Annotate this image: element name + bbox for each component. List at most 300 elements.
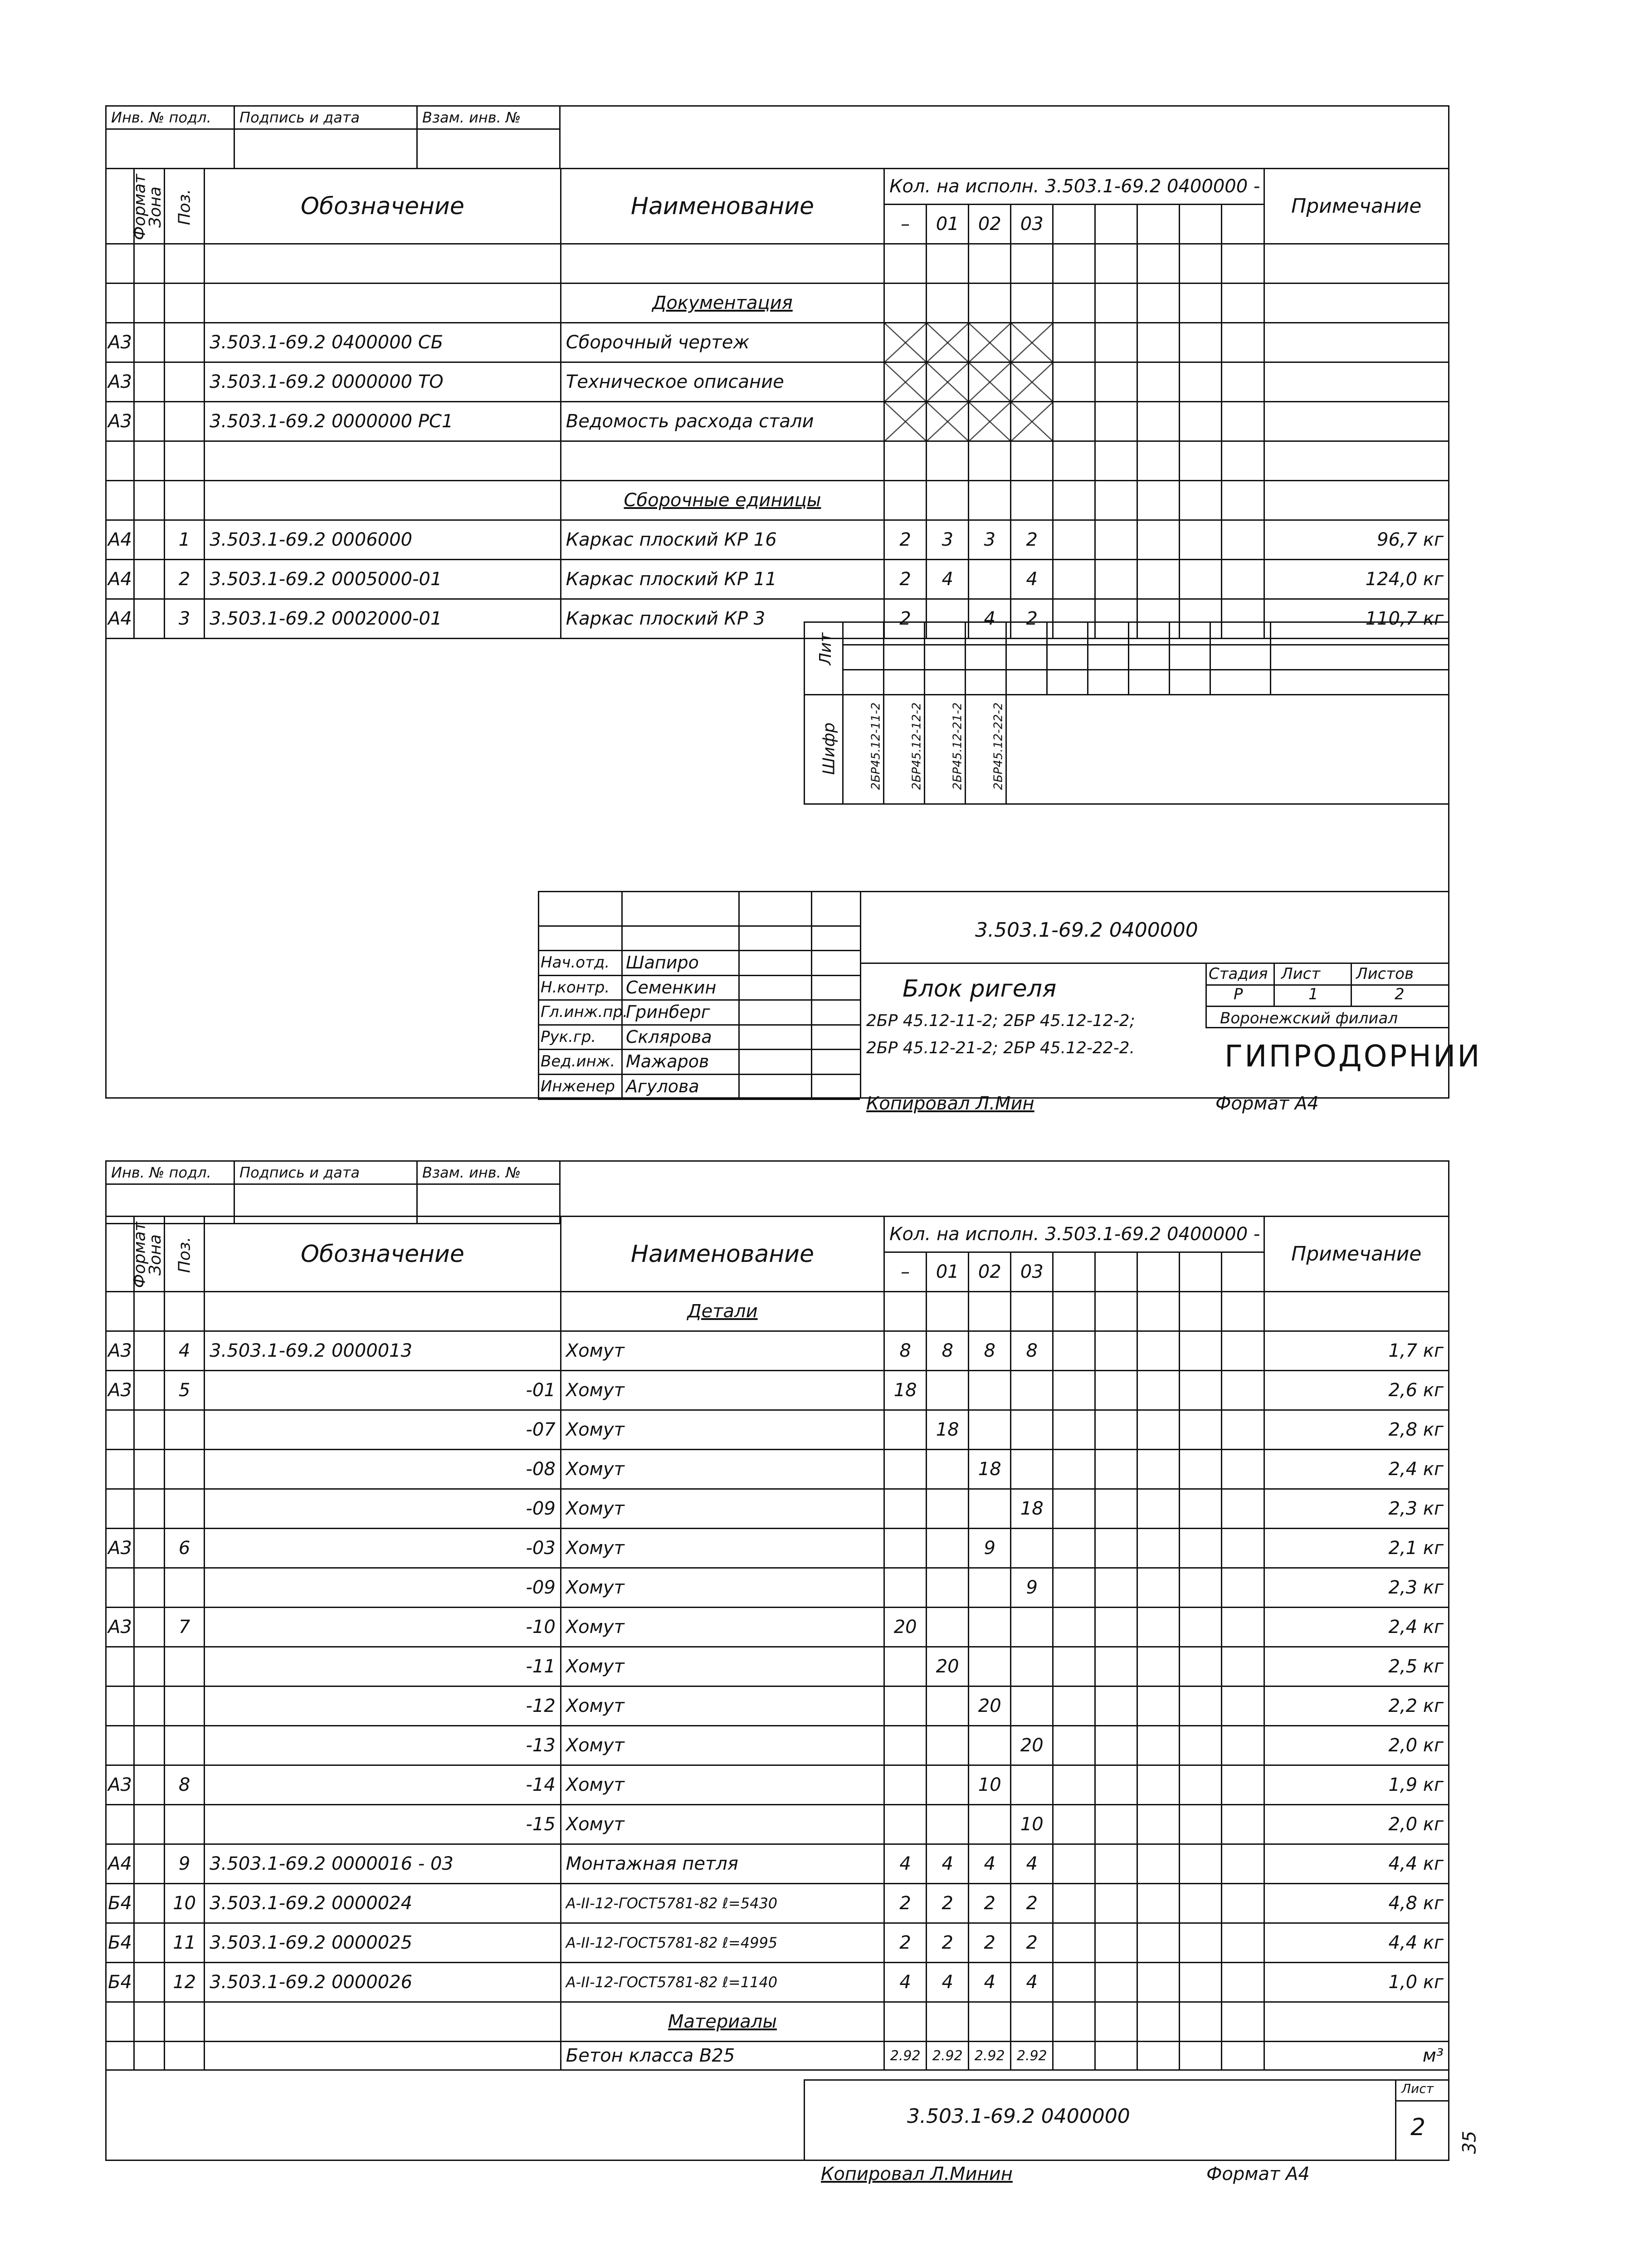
cell-pos: 7 [165,1608,205,1647]
table-row [106,1686,1449,1726]
cell-empty [1053,1726,1095,1765]
cell-designation: 3.503.1-69.2 0000016 - 03 [205,1844,561,1884]
cell-qty: 3 [969,520,1011,560]
cell-empty [1180,1410,1222,1450]
cell-empty [1053,362,1095,402]
cell-empty [1053,1371,1095,1410]
cell-empty [1180,402,1222,441]
cell-format: А3 [106,1608,134,1647]
cell-empty [1053,1529,1095,1568]
section-materials: Материалы [561,2002,884,2042]
table-row [106,402,1449,441]
cell-qty [927,1529,969,1568]
table-row [106,1963,1449,2002]
cell-designation: 3.503.1-69.2 0000024 [205,1884,561,1923]
table-row [106,1805,1449,1844]
cell-format: А3 [106,323,134,362]
cell-empty [1095,1410,1137,1450]
col-format-header: Формат [106,169,134,244]
cell-pos: 5 [165,1371,205,1410]
col-pos-header: Поз. [165,1217,205,1292]
shifr-code: 2БР45.12-21-2 [951,702,965,790]
cell-empty [1095,1805,1137,1844]
cell-note: 4,4 кг [1264,1923,1449,1963]
cell-empty [1095,1529,1137,1568]
cell-note: 2,6 кг [1264,1371,1449,1410]
cell-name: Хомут [561,1765,884,1805]
cell-empty [1137,1726,1180,1765]
col-qty-header: Кол. на исполн. 3.503.1-69.2 0400000 - [884,169,1264,205]
cell-note [1264,362,1449,402]
cell-qty [969,362,1011,402]
cell-qty [927,1608,969,1647]
cell-format: А3 [106,362,134,402]
cell-empty [1137,1371,1180,1410]
table-row [106,362,1449,402]
cell-qty: 2.92 [884,2042,927,2070]
cell-empty [1053,1489,1095,1529]
person-name: Склярова [626,1026,712,1047]
cell-qty [969,1805,1011,1844]
table-row [106,2042,1449,2070]
cell-empty [1180,1844,1222,1884]
cell-qty [1011,402,1053,441]
cell-qty [927,1805,969,1844]
cell-empty [1053,1568,1095,1608]
cell-zone [134,323,165,362]
cell-name: Каркас плоский КР 16 [561,520,884,560]
cell-empty [1180,520,1222,560]
table-row [106,1923,1449,1963]
cell-empty [1222,1489,1264,1529]
cell-format [106,1410,134,1450]
table-row [106,1568,1449,1608]
cell-designation: -09 [205,1568,561,1608]
item-line-2: 2БР 45.12-21-2; 2БР 45.12-22-2. [866,1039,1135,1057]
col-designation-header: Обозначение [205,1217,561,1292]
cell-qty: 20 [927,1647,969,1686]
cell-zone [134,402,165,441]
cell-qty [927,1489,969,1529]
cell-pos [165,1686,205,1726]
cell-empty [1222,1805,1264,1844]
cell-zone [134,1608,165,1647]
cell-qty: 2 [884,1923,927,1963]
cell-qty: 2 [884,599,927,639]
stamp-sign-label: Подпись и дата [234,1161,417,1184]
cell-empty [1137,1963,1180,2002]
cell-zone [134,520,165,560]
cell-note: 2,8 кг [1264,1410,1449,1450]
cell-empty [1222,402,1264,441]
col-note-header: Примечание [1264,1217,1449,1292]
cell-qty: 4 [927,560,969,599]
role-label: Рук.гр. [541,1027,596,1046]
cell-name: Хомут [561,1410,884,1450]
cell-designation: 3.503.1-69.2 0000025 [205,1923,561,1963]
cell-empty [1053,1686,1095,1726]
person-name: Агулова [626,1076,699,1096]
cell-pos [165,2042,205,2070]
cell-qty [884,402,927,441]
format-note: Формат А4 [1215,1093,1319,1114]
cell-empty [1053,1844,1095,1884]
cell-qty [969,1647,1011,1686]
cell-empty [1180,2042,1222,2070]
cell-empty [1222,1765,1264,1805]
sheet-label: Лист [1401,2081,1434,2096]
cell-name: Монтажная петля [561,1844,884,1884]
stamp-replace-label: Взам. инв. № [417,106,560,129]
cell-empty [1137,1529,1180,1568]
cell-qty: 18 [927,1410,969,1450]
variant-header: 01 [927,205,969,244]
cell-zone [134,1410,165,1450]
person-name: Гринберг [626,1002,710,1022]
cell-qty [1011,1371,1053,1410]
cell-qty [927,1726,969,1765]
cell-qty [884,1805,927,1844]
cell-qty: 18 [884,1371,927,1410]
cell-designation: -12 [205,1686,561,1726]
cell-empty [1222,1923,1264,1963]
cell-zone [134,2042,165,2070]
variant-header: 03 [1011,1252,1053,1292]
shifr-label: Шифр [820,722,839,775]
cell-qty [1011,1686,1053,1726]
cell-pos: 4 [165,1331,205,1371]
col-zone-header: Зона [134,1217,165,1292]
cell-empty [1053,1450,1095,1489]
role-label: Инженер [541,1077,615,1095]
cell-note: 2,3 кг [1264,1568,1449,1608]
cell-empty [1095,1331,1137,1371]
cell-qty [1011,1608,1053,1647]
table-row [106,1371,1449,1410]
cell-qty: 4 [884,1963,927,2002]
cell-qty [884,1686,927,1726]
cell-zone [134,560,165,599]
cell-designation: -13 [205,1726,561,1765]
cell-designation: 3.503.1-69.2 0002000-01 [205,599,561,639]
doc-number: 3.503.1-69.2 0400000 [907,2105,1130,2128]
cell-format [106,1805,134,1844]
cell-note: 1,0 кг [1264,1963,1449,2002]
person-name: Семенкин [626,977,717,997]
format-note: Формат А4 [1206,2164,1310,2185]
cell-format: А4 [106,520,134,560]
cell-empty [1137,1805,1180,1844]
cell-format: А3 [106,1371,134,1410]
cell-format: А4 [106,560,134,599]
variant-header: – [884,1252,927,1292]
cell-qty: 4 [884,1844,927,1884]
cell-empty [1095,560,1137,599]
cell-empty [1180,1805,1222,1844]
cell-name: Хомут [561,1568,884,1608]
cell-empty [1053,323,1095,362]
cell-qty [884,1450,927,1489]
stamp-inv-label: Инв. № подл. [106,106,234,129]
cell-empty [1137,1765,1180,1805]
col-zone-header: Зона [134,169,165,244]
cell-empty [1180,362,1222,402]
sheets-label: Листов [1356,965,1414,983]
cell-empty [1222,560,1264,599]
cell-empty [1222,323,1264,362]
cell-empty [1095,402,1137,441]
role-label: Гл.инж.пр. [541,1003,628,1022]
cell-qty: 4 [1011,1963,1053,2002]
cell-empty [1095,362,1137,402]
role-label: Вед.инж. [541,1052,615,1071]
cell-note: 2,1 кг [1264,1529,1449,1568]
cell-empty [1222,362,1264,402]
cell-qty: 10 [969,1765,1011,1805]
cell-name: Хомут [561,1331,884,1371]
cell-format: Б4 [106,1963,134,2002]
col-format-header: Формат [106,1217,134,1292]
cell-qty [884,1726,927,1765]
col-pos-header: Поз. [165,169,205,244]
cell-qty [969,1371,1011,1410]
cell-qty [969,1608,1011,1647]
person-name: Мажаров [626,1051,709,1072]
cell-designation: 3.503.1-69.2 0000000 РС1 [205,402,561,441]
cell-qty [969,1726,1011,1765]
cell-format [106,1647,134,1686]
sheet-value: 1 [1308,985,1318,1003]
cell-empty [1095,1371,1137,1410]
cell-empty [1095,1608,1137,1647]
person-name: Шапиро [626,953,699,973]
cell-name: Хомут [561,1686,884,1726]
cell-format [106,1489,134,1529]
cell-empty [1137,1844,1180,1884]
cell-empty [1137,1489,1180,1529]
cell-qty [884,1647,927,1686]
shifr-code: 2БР45.12-22-2 [991,702,1005,790]
cell-zone [134,599,165,639]
cell-pos [165,1568,205,1608]
cell-name: А-II-12-ГОСТ5781-82 ℓ=5430 [561,1884,884,1923]
cell-name: Хомут [561,1529,884,1568]
cell-qty [927,323,969,362]
cell-empty [1053,1884,1095,1923]
cell-empty [1095,1647,1137,1686]
cell-empty [1222,1686,1264,1726]
cell-name: Хомут [561,1489,884,1529]
cell-qty [969,323,1011,362]
cell-qty: 10 [1011,1805,1053,1844]
cell-qty: 4 [1011,1844,1053,1884]
cell-qty [884,323,927,362]
cell-empty [1095,2042,1137,2070]
cell-designation: -01 [205,1371,561,1410]
shifr-code: 2БР45.12-12-2 [910,702,924,790]
cell-empty [1095,520,1137,560]
cell-empty [1222,1410,1264,1450]
cell-name: Каркас плоский КР 3 [561,599,884,639]
table-row [106,520,1449,560]
cell-empty [1095,1765,1137,1805]
cell-qty [927,1371,969,1410]
cell-zone [134,1647,165,1686]
cell-format: Б4 [106,1884,134,1923]
cell-pos: 2 [165,560,205,599]
cell-name: Хомут [561,1805,884,1844]
cell-empty [1137,1331,1180,1371]
cell-note: 1,7 кг [1264,1331,1449,1371]
cell-name: Хомут [561,1608,884,1647]
sheet-1-spec-table [105,168,1449,639]
cell-empty [1180,1489,1222,1529]
cell-qty: 2 [884,520,927,560]
cell-name: Техническое описание [561,362,884,402]
cell-pos: 3 [165,599,205,639]
cell-name: Хомут [561,1647,884,1686]
col-name-header: Наименование [561,169,884,244]
table-row [106,1726,1449,1765]
col-name-header: Наименование [561,1217,884,1292]
cell-empty [1180,1331,1222,1371]
cell-empty [1222,1608,1264,1647]
table-row [106,1489,1449,1529]
cell-empty [1137,1884,1180,1923]
cell-qty [1011,1647,1053,1686]
cell-pos [165,1410,205,1450]
cell-qty: 9 [1011,1568,1053,1608]
cell-empty [1222,1647,1264,1686]
cell-qty: 8 [1011,1331,1053,1371]
cell-zone [134,1450,165,1489]
sheet-1-stamp [105,105,561,169]
sheet-label: Лист [1281,965,1321,983]
cell-qty: 20 [1011,1726,1053,1765]
cell-note: 4,4 кг [1264,1844,1449,1884]
cell-empty [1180,1686,1222,1726]
margin-number: 35 [1459,2131,1480,2154]
table-row [106,1765,1449,1805]
cell-empty [1137,1647,1180,1686]
doc-number: 3.503.1-69.2 0400000 [975,919,1198,942]
cell-empty [1137,1608,1180,1647]
cell-designation: -15 [205,1805,561,1844]
item-line-1: 2БР 45.12-11-2; 2БР 45.12-12-2; [866,1012,1135,1030]
cell-empty [1053,560,1095,599]
cell-empty [1053,1963,1095,2002]
cell-empty [1222,1568,1264,1608]
cell-name: Бетон класса В25 [561,2042,884,2070]
cell-empty [1053,520,1095,560]
cell-qty: 2 [884,1884,927,1923]
cell-format [106,1726,134,1765]
cell-qty: 2.92 [927,2042,969,2070]
table-row [106,1608,1449,1647]
table-row [106,1529,1449,1568]
cell-empty [1222,1726,1264,1765]
table-row [106,1410,1449,1450]
cell-empty [1137,362,1180,402]
cell-empty [1180,1608,1222,1647]
cell-qty [927,1765,969,1805]
role-label: Нач.отд. [541,953,610,972]
cell-qty: 2 [1011,520,1053,560]
section-details: Детали [561,1292,884,1331]
cell-designation: -10 [205,1608,561,1647]
cell-pos [165,323,205,362]
cell-empty [1222,1450,1264,1489]
cell-empty [1222,1371,1264,1410]
cell-qty: 20 [884,1608,927,1647]
item-title: Блок ригеля [903,975,1057,1002]
cell-note [1264,323,1449,362]
cell-qty [969,1568,1011,1608]
cell-empty [1137,1450,1180,1489]
cell-qty [1011,1529,1053,1568]
variant-header: – [884,205,927,244]
cell-empty [1180,560,1222,599]
cell-designation [205,2042,561,2070]
cell-empty [1180,1371,1222,1410]
cell-note: 2,0 кг [1264,1726,1449,1765]
cell-format: Б4 [106,1923,134,1963]
cell-zone [134,1765,165,1805]
cell-note: 1,9 кг [1264,1765,1449,1805]
cell-pos: 8 [165,1765,205,1805]
cell-format: А3 [106,1331,134,1371]
cell-pos [165,1489,205,1529]
cell-qty [1011,1410,1053,1450]
cell-format [106,2042,134,2070]
cell-qty: 2 [1011,1884,1053,1923]
cell-designation: 3.503.1-69.2 0006000 [205,520,561,560]
cell-empty [1095,1923,1137,1963]
cell-empty [1222,1963,1264,2002]
variant-header: 01 [927,1252,969,1292]
cell-qty [927,402,969,441]
cell-pos [165,1805,205,1844]
cell-empty [1180,1568,1222,1608]
cell-qty [927,362,969,402]
cell-qty [969,1489,1011,1529]
cell-zone [134,1726,165,1765]
cell-qty: 2.92 [1011,2042,1053,2070]
table-row [106,1884,1449,1923]
cell-qty: 2 [927,1884,969,1923]
cell-qty [884,1529,927,1568]
cell-qty [884,1489,927,1529]
cell-note: 96,7 кг [1264,520,1449,560]
cell-empty [1137,1568,1180,1608]
cell-qty: 20 [969,1686,1011,1726]
cell-designation: -14 [205,1765,561,1805]
copied-by: Копировал Л.Минин [821,2164,1013,2185]
stage-label: Стадия [1209,965,1268,983]
cell-designation: -03 [205,1529,561,1568]
cell-empty [1180,1963,1222,2002]
cell-zone [134,362,165,402]
cell-qty [969,560,1011,599]
cell-qty [1011,1450,1053,1489]
cell-empty [1053,2042,1095,2070]
cell-name: Хомут [561,1726,884,1765]
org-branch: Воронежский филиал [1220,1009,1398,1027]
cell-empty [1095,1450,1137,1489]
table-row [106,323,1449,362]
cell-zone [134,1884,165,1923]
cell-empty [1137,402,1180,441]
